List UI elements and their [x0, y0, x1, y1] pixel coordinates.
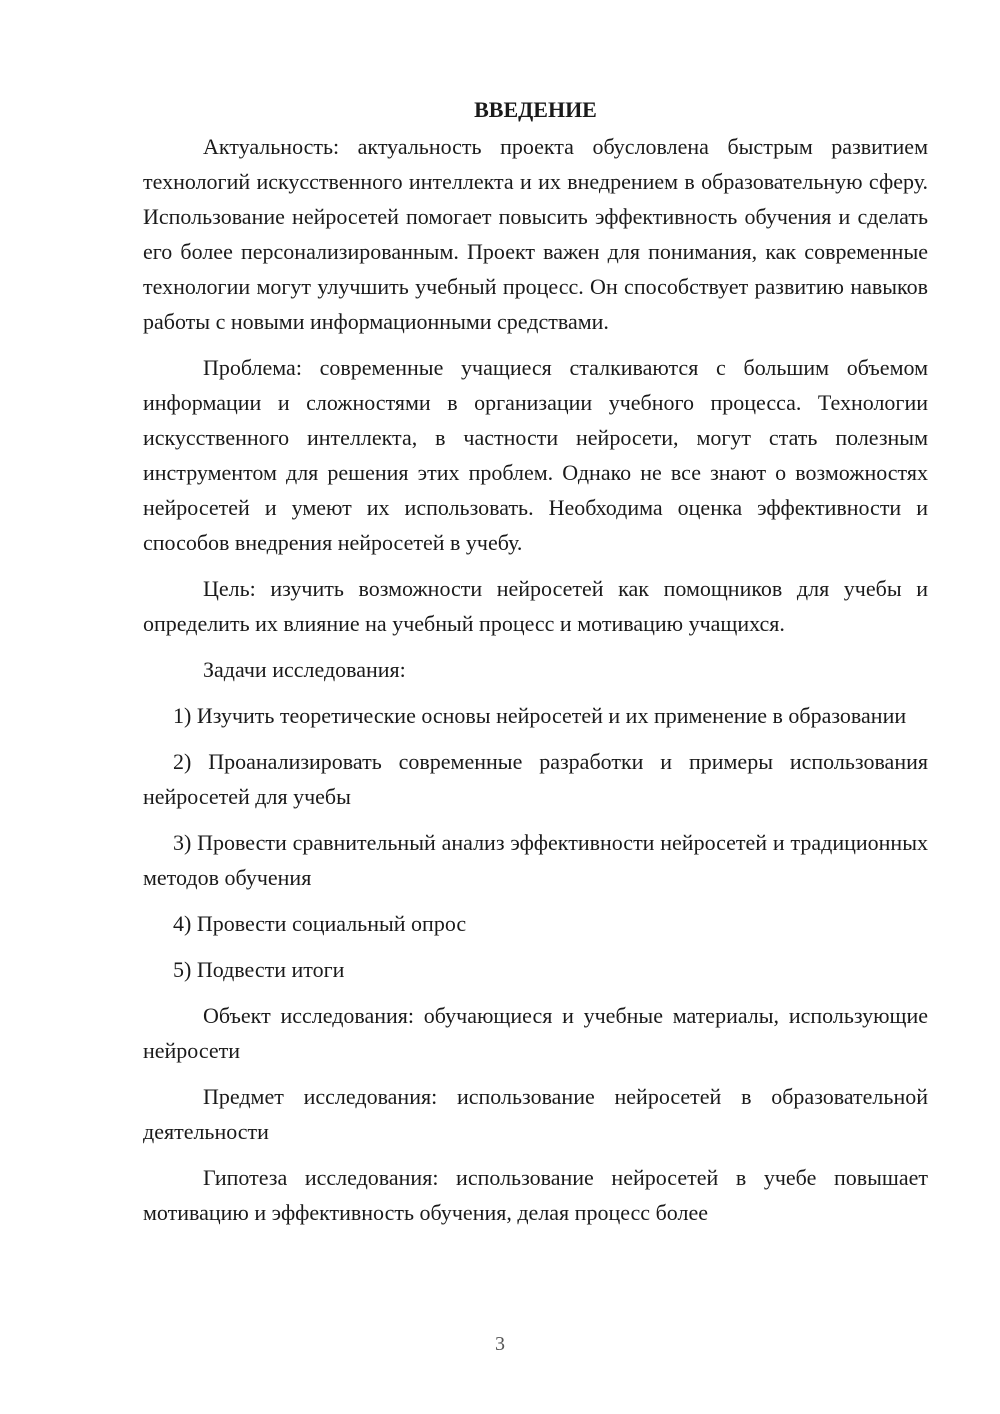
subject-paragraph: Предмет исследования: использование нейросетей в образовательной деятельности [143, 1084, 928, 1144]
task-item-2: 2) Проанализировать современные разработки и примеры использования нейросетей для учебы [143, 749, 928, 809]
relevance-paragraph: Актуальность: актуальность проекта обусловлена быстрым развитием технологий искусственного интеллекта и их внедрением в образовательную сферу. Использование нейросетей помогает повысить эффективность обучения и сделать его более персонализированным. Проект важен для понимания, как современные технологии могут улучшить учебный процесс. Он способствует развитию навыков работы с новыми информационными средствами. [143, 134, 928, 334]
document-page [143, 92, 928, 1241]
section-heading: ВВЕДЕНИЕ [474, 97, 597, 122]
task-item-5: 5) Подвести итоги [173, 957, 345, 982]
problem-paragraph: Проблема: современные учащиеся сталкиваются с большим объемом информации и сложностями в организации учебного процесса. Технологии искусственного интеллекта, в частности нейросети, могут стать полезным инструментом для решения этих проблем. Однако не все знают о возможностях нейросетей и умеют их использовать. Необходима оценка эффективности и способов внедрения нейросетей в учебу. [143, 355, 928, 555]
goal-paragraph: Цель: изучить возможности нейросетей как помощников для учебы и определить их влияние на учебный процесс и мотивацию учащихся. [143, 576, 928, 636]
task-item-4: 4) Провести социальный опрос [173, 911, 467, 936]
task-item-3: 3) Провести сравнительный анализ эффективности нейросетей и традиционных методов обучения [143, 830, 928, 890]
object-paragraph: Объект исследования: обучающиеся и учебные материалы, использующие нейросети [143, 1003, 928, 1063]
task-item-1: 1) Изучить теоретические основы нейросетей и их применение в образовании [173, 703, 907, 728]
hypothesis-paragraph: Гипотеза исследования: использование нейросетей в учебе повышает мотивацию и эффективность обучения, делая процесс более [143, 1165, 928, 1225]
tasks-heading: Задачи исследования: [203, 657, 406, 682]
page-number: 3 [495, 1333, 505, 1355]
